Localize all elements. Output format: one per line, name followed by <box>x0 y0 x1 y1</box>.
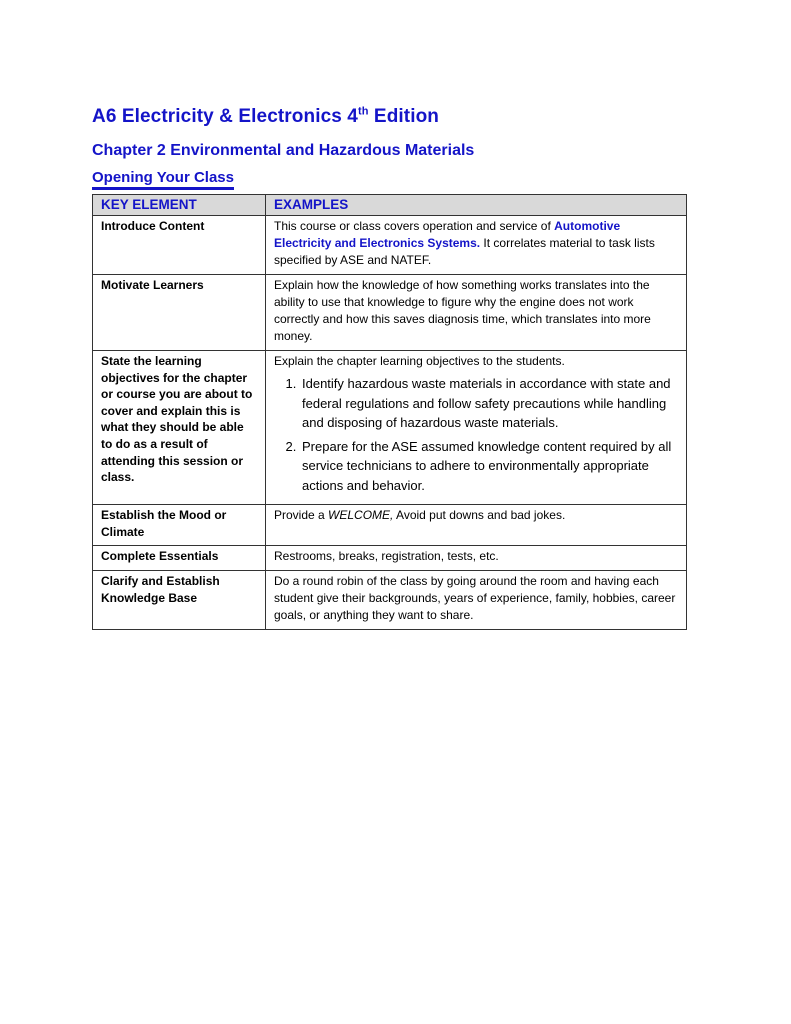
objectives-list <box>274 374 678 495</box>
section-heading: Opening Your Class <box>92 169 234 190</box>
key-element-cell: Establish the Mood or Climate <box>93 505 266 546</box>
objectives-intro: Explain the chapter learning objectives to the students. <box>274 354 565 369</box>
page-title-end: Edition <box>368 106 440 127</box>
examples-cell: Restrooms, breaks, registration, tests, etc. <box>266 546 687 571</box>
page-title <box>92 106 692 128</box>
column-header-examples: EXAMPLES <box>266 195 687 216</box>
page-title-main: A6 Electricity & Electronics 4 <box>92 106 358 127</box>
table-row-learning-objectives <box>93 351 687 505</box>
examples-cell: Explain how the knowledge of how something works translates into the ability to use that knowledge to figure why the engine does not work correctly and how this saves diagnosis time, which translates into more money. <box>266 275 687 351</box>
key-element-cell: Motivate Learners <box>93 275 266 351</box>
examples-cell <box>266 505 687 546</box>
table-row-establish-mood <box>93 505 687 546</box>
examples-cell <box>266 216 687 275</box>
text-segment: This course or class covers operation and service of <box>274 219 555 233</box>
text-segment-accent: Automotive Electricity and Electronics Systems. <box>274 219 621 251</box>
lesson-plan-table <box>92 194 687 630</box>
examples-cell <box>266 351 687 505</box>
objective-item: 1. Identify hazardous waste materials in accordance with state and federal regulations and follow safety precautions while handling and disposing of hazardous waste materials. <box>300 374 678 433</box>
key-element-cell: Complete Essentials <box>93 546 266 571</box>
table-row-clarify-knowledge-base <box>93 571 687 630</box>
column-header-key-element: KEY ELEMENT <box>93 195 266 216</box>
table-header-row <box>93 195 687 216</box>
page-title-superscript: th <box>357 105 369 118</box>
examples-cell: Do a round robin of the class by going around the room and having each student give their backgrounds, years of experience, family, hobbies, career goals, or anything they want to share. <box>266 571 687 630</box>
text-segment: Avoid put downs and bad jokes. <box>393 508 566 523</box>
key-element-cell: Clarify and Establish Knowledge Base <box>93 571 266 630</box>
text-segment: It correlates material to task lists specified by ASE and NATEF. <box>274 236 655 268</box>
key-element-cell: Introduce Content <box>93 216 266 275</box>
table-row-introduce-content <box>93 216 687 275</box>
text-segment: Provide a <box>274 508 329 523</box>
key-element-cell: State the learning objectives for the chapter or course you are about to cover and explain this is what they should be able to do as a result of attending this session or class. <box>93 351 266 505</box>
table-row-motivate-learners <box>93 275 687 351</box>
chapter-heading: Chapter 2 Environmental and Hazardous Materials <box>92 142 475 159</box>
text-segment-italic: WELCOME, <box>328 508 394 523</box>
objective-item: 2. Prepare for the ASE assumed knowledge content required by all service technicians to adhere to environmentally appropriate actions and behavior. <box>300 437 678 496</box>
table-row-complete-essentials <box>93 546 687 571</box>
